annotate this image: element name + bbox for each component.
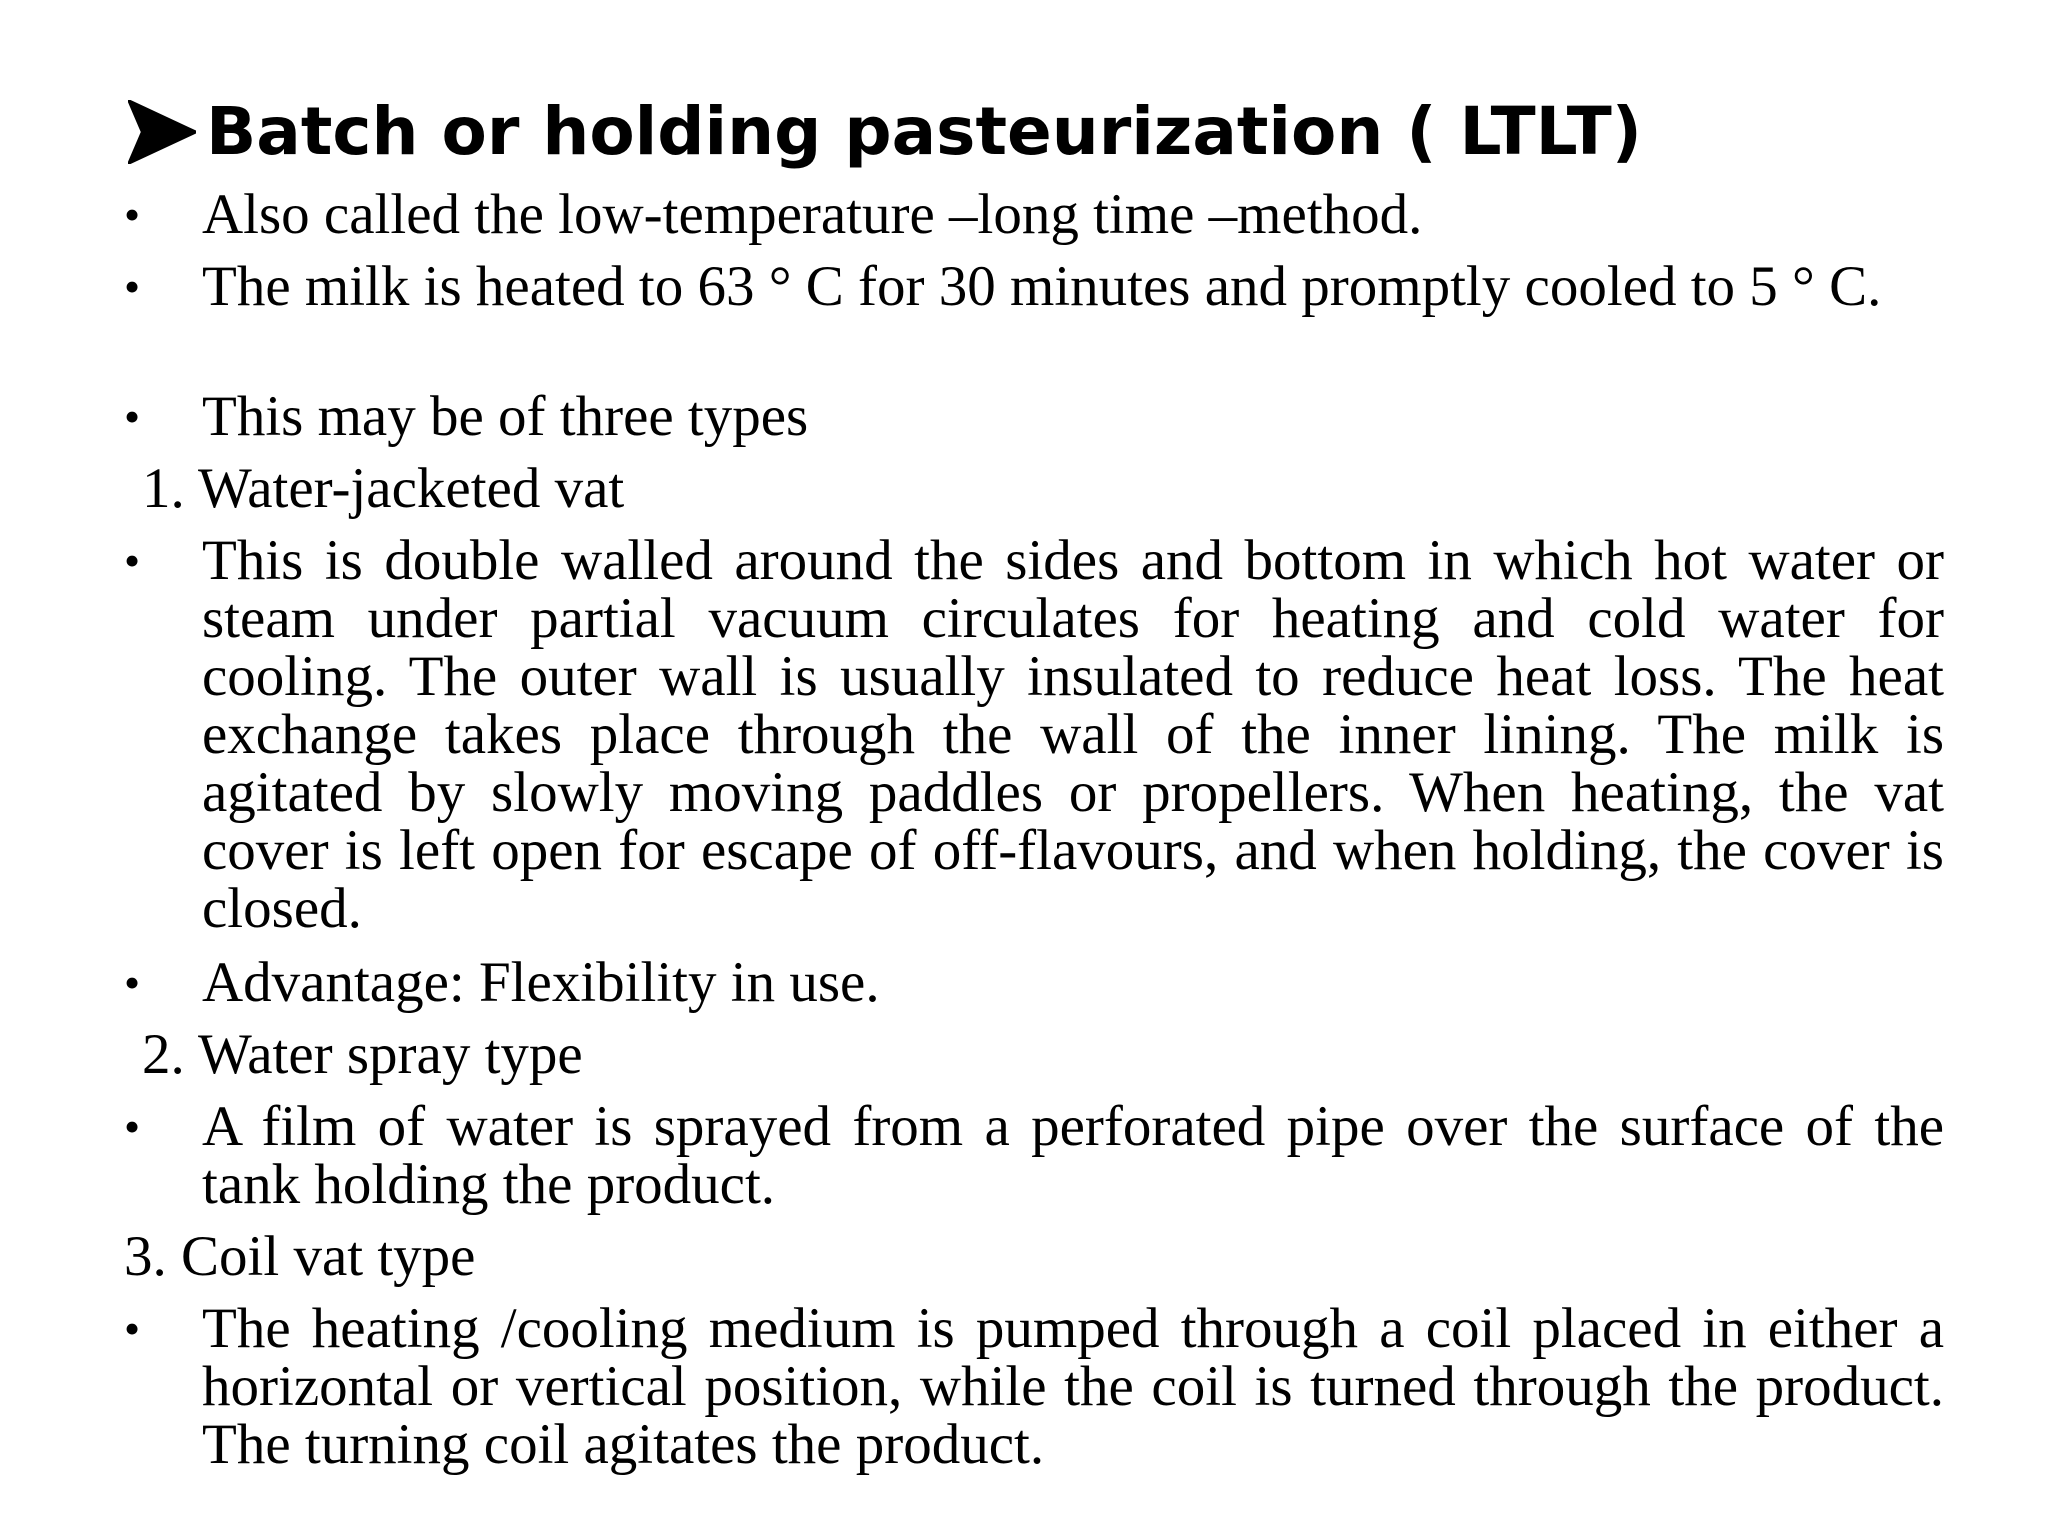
arrow-bullet-icon [128, 100, 196, 164]
bullet-marker: • [124, 391, 141, 442]
bullet-text: Advantage: Flexibility in use. [202, 951, 880, 1014]
bullet-marker: • [124, 1303, 141, 1354]
bullet-marker: • [124, 261, 141, 312]
numbered-heading: 1. Water-jacketed vat [142, 457, 625, 520]
bullet-marker: • [124, 957, 141, 1008]
bullet-marker: • [124, 189, 141, 240]
slide-title-row [128, 86, 1642, 178]
bullet-text: The milk is heated to 63 ° C for 30 minutes and promptly cooled to 5 ° C. [202, 255, 1882, 318]
bullet-text-paragraph: A film of water is sprayed from a perforated pipe over the surface of the tank holding the product. [202, 1095, 1944, 1216]
bullet-text: This may be of three types [202, 385, 809, 448]
numbered-heading: 3. Coil vat type [124, 1225, 476, 1288]
numbered-heading: 2. Water spray type [142, 1023, 583, 1086]
bullet-text: Also called the low-temperature –long time –method. [202, 183, 1423, 246]
bullet-text-paragraph: This is double walled around the sides and bottom in which hot water or steam under partial vacuum circulates for heating and cold water for cooling. The outer wall is usually insulated to reduce heat loss. The heat exchange takes place through the wall of the inner lining. The milk is agitated by slowly moving paddles or propellers. When heating, the vat cover is left open for escape of off-flavours, and when holding, the cover is closed. [202, 529, 1944, 940]
slide-title: Batch or holding pasteurization ( LTLT) [206, 93, 1642, 170]
bullet-marker: • [124, 535, 141, 586]
bullet-text-paragraph: The heating /cooling medium is pumped through a coil placed in either a horizontal or vertical position, while the coil is turned through the product. The turning coil agitates the product. [202, 1297, 1944, 1476]
bullet-marker: • [124, 1101, 141, 1152]
